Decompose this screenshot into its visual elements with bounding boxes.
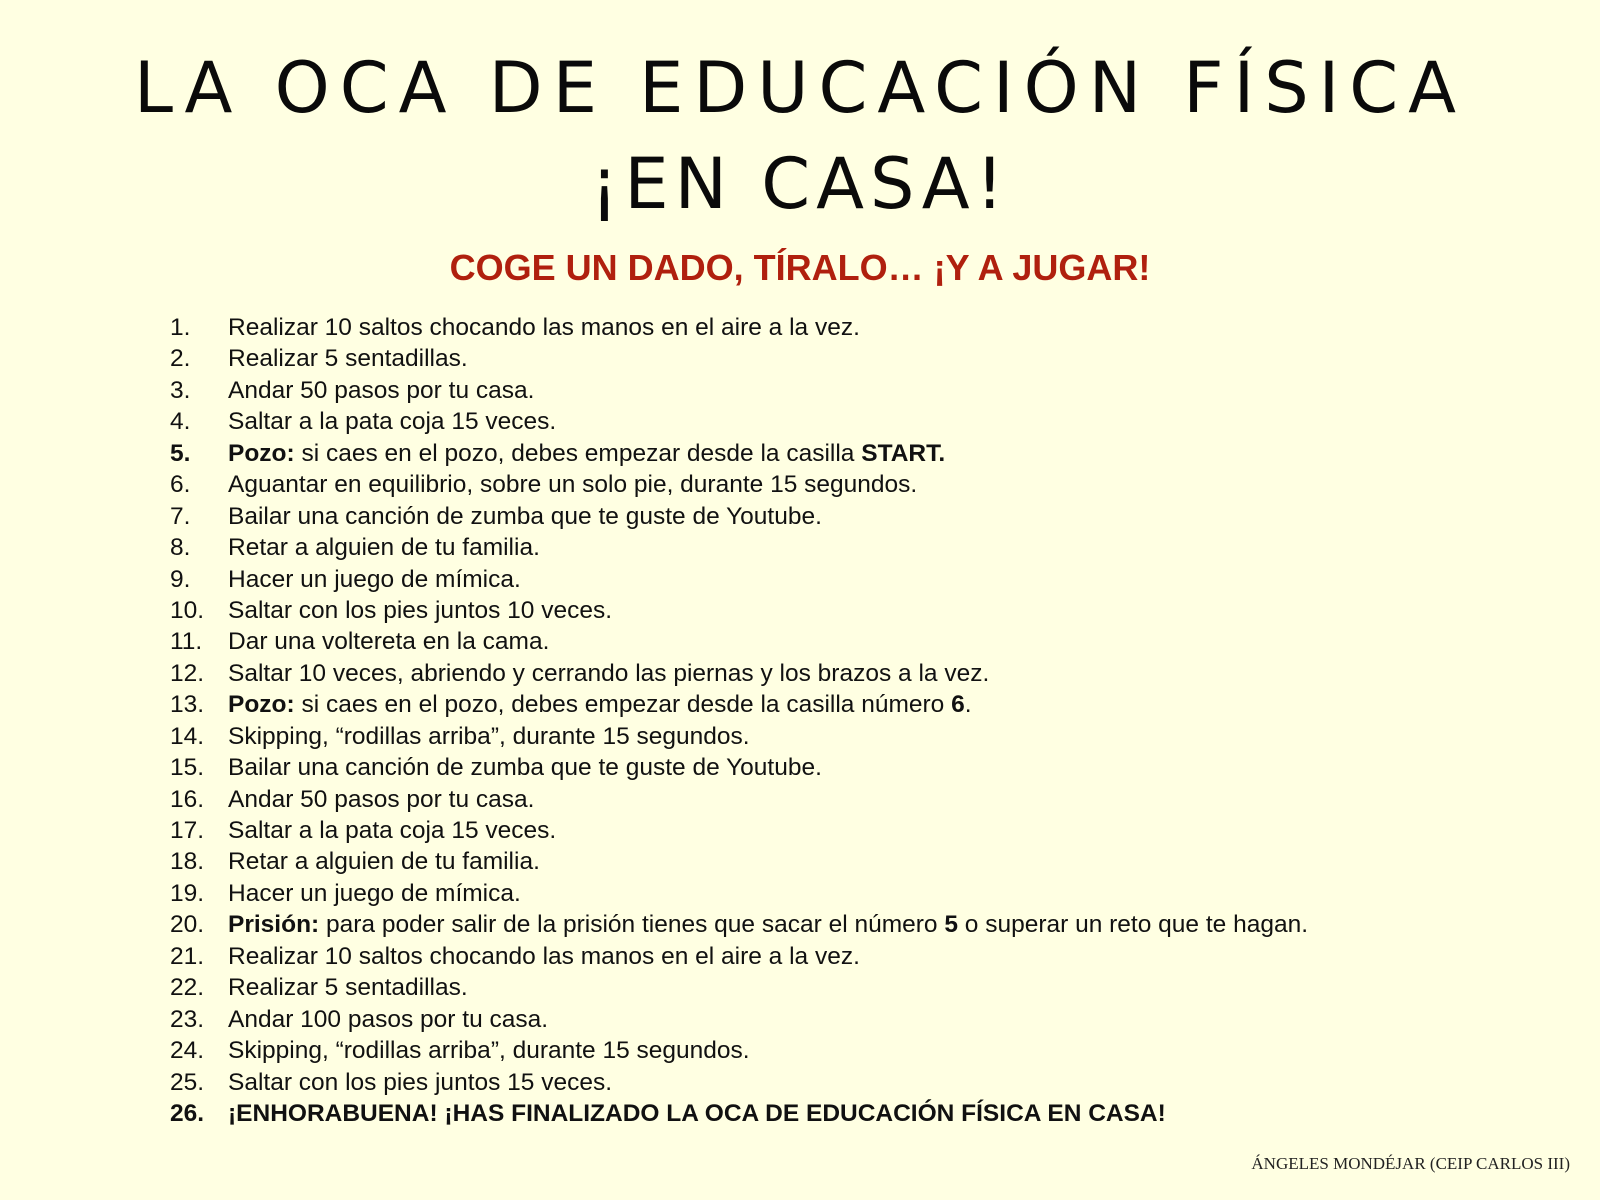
item-text [228, 469, 917, 500]
item-number: 14. [170, 722, 205, 750]
list-item [170, 469, 1430, 500]
item-number: 19. [170, 879, 205, 907]
item-text [228, 1067, 612, 1098]
item-number: 20. [170, 911, 205, 939]
list-item [170, 878, 1430, 909]
item-text [228, 846, 540, 877]
item-number: 5. [170, 439, 191, 467]
item-text-segment: Retar a alguien de tu familia. [228, 534, 540, 562]
list-item [170, 1067, 1430, 1098]
item-number: 18. [170, 848, 205, 876]
item-text [228, 941, 860, 972]
list-item [170, 375, 1430, 406]
item-text-segment: para poder salir de la prisión tienes que sacar el número [319, 911, 945, 939]
item-text [228, 689, 972, 720]
list-item [170, 626, 1430, 657]
page-title-line2: ¡EN CASA! [590, 143, 1010, 225]
item-text-segment: si caes en el pozo, debes empezar desde la casilla número [294, 691, 952, 719]
item-number: 23. [170, 1005, 205, 1033]
item-text [228, 564, 521, 595]
item-number: 15. [170, 754, 205, 782]
item-text-segment: Skipping, “rodillas arriba”, durante 15 segundos. [228, 722, 750, 750]
list-item [170, 909, 1430, 940]
list-item [170, 1004, 1430, 1035]
item-number: 1. [170, 314, 191, 341]
item-text [228, 595, 612, 626]
item-text-segment: Saltar 10 veces, abriendo y cerrando las piernas y los brazos a la vez. [228, 659, 990, 687]
item-text [228, 343, 468, 374]
item-number: 16. [170, 785, 205, 813]
item-text-segment: Aguantar en equilibrio, sobre un solo pie, durante 15 segundos. [228, 471, 918, 499]
item-text-segment: Andar 100 pasos por tu casa. [228, 1005, 549, 1033]
item-text-segment: . [964, 691, 972, 719]
item-text-segment: Hacer un juego de mímica. [228, 879, 521, 907]
item-number: 21. [170, 942, 205, 970]
list-item [170, 501, 1430, 532]
list-item [170, 972, 1430, 1003]
item-text [228, 752, 822, 783]
item-number: 11. [170, 628, 203, 656]
item-text [228, 1098, 1166, 1129]
page-title: LA OCA DE EDUCACIÓN FÍSICA [133, 47, 1467, 129]
item-text-bold: 5 [944, 911, 958, 939]
item-text [228, 626, 549, 657]
item-text-segment: Realizar 5 sentadillas. [228, 345, 468, 373]
item-text-segment: Saltar a la pata coja 15 veces. [228, 817, 557, 844]
item-text [228, 815, 556, 846]
list-item [170, 1035, 1430, 1066]
item-number: 24. [170, 1037, 205, 1065]
item-text-segment: Saltar con los pies juntos 15 veces. [228, 1068, 613, 1096]
item-text [228, 532, 540, 563]
item-text [228, 658, 989, 689]
item-text-segment: Retar a alguien de tu familia. [228, 848, 540, 876]
item-number: 7. [170, 502, 191, 530]
list-item [170, 406, 1430, 437]
list-item [170, 941, 1430, 972]
list-item [170, 846, 1430, 877]
list-item [170, 689, 1430, 720]
item-text-segment: Realizar 10 saltos chocando las manos en el aire a la vez. [228, 942, 860, 970]
item-text-segment: Saltar con los pies juntos 10 veces. [228, 596, 613, 624]
list-item [170, 784, 1430, 815]
item-number: 26. [170, 1099, 205, 1127]
list-item [170, 312, 1430, 343]
item-text [228, 312, 860, 343]
item-number: 17. [170, 817, 205, 844]
item-text-segment: Realizar 5 sentadillas. [228, 974, 468, 1002]
list-item [170, 438, 1430, 469]
item-text-segment: o superar un reto que te hagan. [957, 911, 1309, 939]
item-text [228, 375, 534, 406]
item-text [228, 1004, 548, 1035]
item-text-bold: Pozo: [228, 439, 295, 467]
list-item [170, 721, 1430, 752]
item-text-segment: Hacer un juego de mímica. [228, 565, 521, 593]
item-number: 2. [170, 345, 191, 373]
page-subtitle: COGE UN DADO, TÍRALO… ¡Y A JUGAR! [449, 247, 1151, 288]
author-credit: ÁNGELES MONDÉJAR (CEIP CARLOS III) [1251, 1154, 1570, 1173]
item-text-segment: Skipping, “rodillas arriba”, durante 15 segundos. [228, 1037, 750, 1065]
item-number: 3. [170, 376, 191, 404]
rules-list [170, 312, 1430, 1129]
item-text [228, 784, 534, 815]
list-item [170, 658, 1430, 689]
item-text-bold: Pozo: [228, 691, 295, 719]
item-text [228, 972, 468, 1003]
item-number: 13. [170, 691, 205, 719]
item-text-segment: Andar 50 pasos por tu casa. [228, 785, 535, 813]
item-text [228, 909, 1308, 940]
item-text [228, 438, 945, 469]
list-item [170, 752, 1430, 783]
item-text-segment: si caes en el pozo, debes empezar desde la casilla [294, 439, 862, 467]
list-item [170, 1098, 1430, 1129]
list-item [170, 343, 1430, 374]
item-text [228, 721, 750, 752]
list-item [170, 564, 1430, 595]
item-text-segment: Bailar una canción de zumba que te guste de Youtube. [228, 502, 822, 530]
item-text-segment: Saltar a la pata coja 15 veces. [228, 408, 557, 436]
item-text-segment: Andar 50 pasos por tu casa. [228, 376, 535, 404]
item-text [228, 501, 822, 532]
item-text-bold: ¡ENHORABUENA! ¡HAS FINALIZADO LA OCA DE EDUCACIÓN FÍSICA EN CASA! [228, 1099, 1166, 1127]
list-item [170, 532, 1430, 563]
list-item [170, 815, 1430, 846]
item-text [228, 406, 556, 437]
item-number: 25. [170, 1068, 205, 1096]
item-text [228, 1035, 750, 1066]
item-number: 22. [170, 974, 205, 1002]
item-number: 12. [170, 659, 205, 687]
item-text-bold: Prisión: [228, 911, 320, 939]
item-text-bold: START. [861, 439, 946, 467]
item-text-segment: Dar una voltereta en la cama. [228, 628, 550, 656]
item-number: 4. [170, 408, 191, 436]
item-number: 8. [170, 534, 191, 562]
item-text [228, 878, 521, 909]
item-number: 9. [170, 565, 191, 593]
list-item [170, 595, 1430, 626]
item-text-segment: Realizar 10 saltos chocando las manos en el aire a la vez. [228, 314, 860, 341]
item-text-bold: 6 [951, 691, 965, 719]
item-number: 10. [170, 596, 205, 624]
item-text-segment: Bailar una canción de zumba que te guste de Youtube. [228, 754, 822, 782]
item-number: 6. [170, 471, 191, 499]
